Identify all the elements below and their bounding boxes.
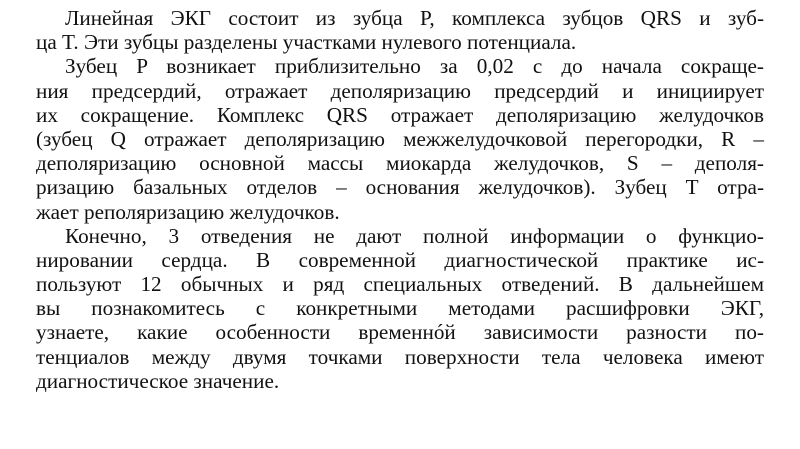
text-line: ца T. Эти зубцы разделены участками нулевого потенциала. <box>36 30 577 55</box>
text-line: ризацию базальных отделов – основания желудочков). Зубец T отра- <box>36 175 764 200</box>
text-line: Конечно, 3 отведения не дают полной информации о функцио- <box>65 223 764 248</box>
text-line: пользуют 12 обычных и ряд специальных отведений. В дальнейшем <box>36 272 764 297</box>
text-line: тенциалов между двумя точками поверхности тела человека имеют <box>36 344 764 369</box>
paragraph-3 <box>36 224 764 393</box>
paragraph-1 <box>36 6 764 54</box>
text-line: деполяризацию основной массы миокарда желудочков, S – деполя- <box>36 151 764 176</box>
document-page <box>36 6 764 393</box>
text-line: диагностическое значение. <box>36 368 280 393</box>
text-line: ния предсердий, отражает деполяризацию предсердий и инициирует <box>36 78 764 103</box>
paragraph-2 <box>36 54 764 223</box>
text-line: их сокращение. Комплекс QRS отражает деполяризацию желудочков <box>36 102 764 127</box>
text-line: Зубец P возникает приблизительно за 0,02 с до начала сокраще- <box>65 54 764 79</box>
text-line: узнаете, какие особенности временнóй зависимости разности по- <box>36 320 764 345</box>
text-line: жает реполяризацию желудочков. <box>36 199 340 224</box>
text-line: (зубец Q отражает деполяризацию межжелудочковой перегородки, R – <box>36 126 764 151</box>
text-line: Линейная ЭКГ состоит из зубца P, комплекса зубцов QRS и зуб- <box>65 6 764 30</box>
text-line: нировании сердца. В современной диагностической практике ис- <box>36 247 764 272</box>
text-line: вы познакомитесь с конкретными методами расшифровки ЭКГ, <box>36 296 764 321</box>
